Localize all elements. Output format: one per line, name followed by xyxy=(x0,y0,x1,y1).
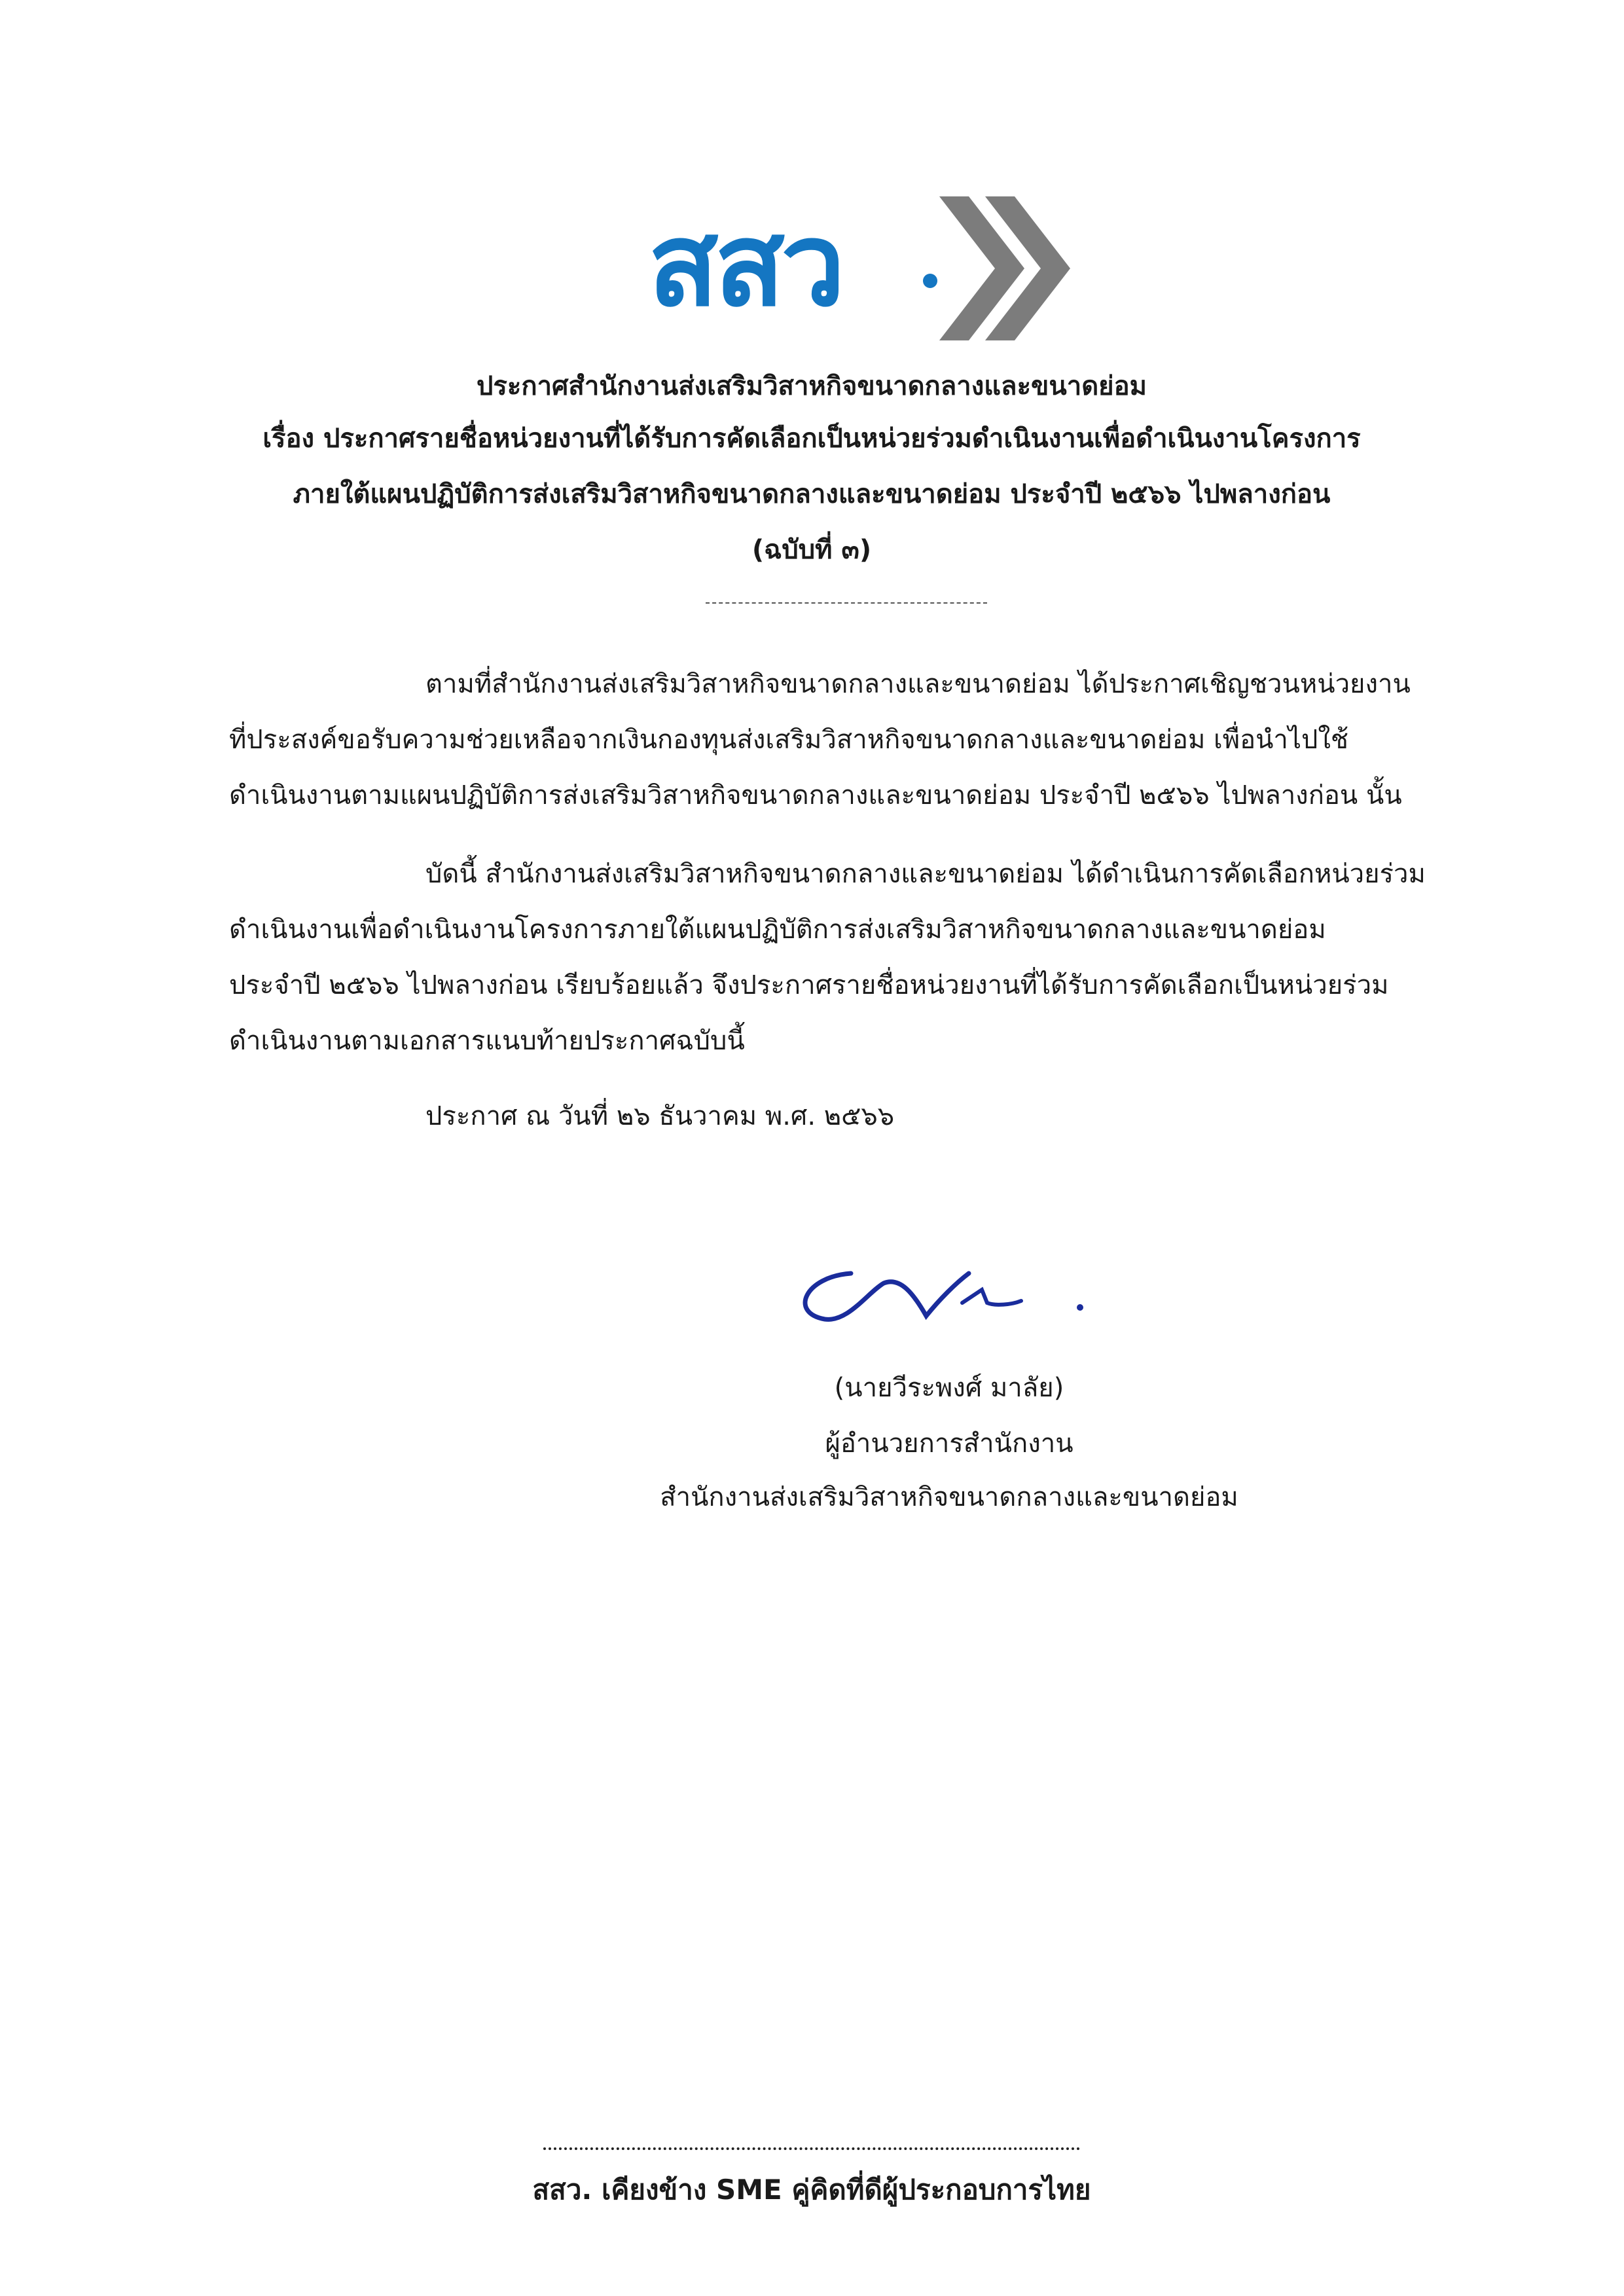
signatory-name: (นายวีระพงศ์ มาลัย) xyxy=(834,1373,1064,1403)
body-paragraph-1-line-1: ตามที่สำนักงานส่งเสริมวิสาหกิจขนาดกลางและขนาดย่อม ได้ประกาศเชิญชวนหน่วยงาน xyxy=(425,669,1411,699)
announcement-subject: เรื่อง ประกาศรายชื่อหน่วยงานที่ได้รับการคัดเลือกเป็นหน่วยร่วมดำเนินงานเพื่อดำเนินงานโครงการ xyxy=(262,424,1361,454)
footer-slogan: สสว. เคียงข้าง SME คู่คิดที่ดีผู้ประกอบการไทย xyxy=(532,2174,1091,2206)
body-paragraph-2-line-3: ประจำปี ๒๕๖๖ ไปพลางก่อน เรียบร้อยแล้ว จึงประกาศรายชื่อหน่วยงานที่ได้รับการคัดเลือกเป็นหน่วยร่วม xyxy=(229,970,1389,1000)
body-paragraph-2-line-2: ดำเนินงานเพื่อดำเนินงานโครงการภายใต้แผนปฏิบัติการส่งเสริมวิสาหกิจขนาดกลางและขนาดย่อม xyxy=(229,915,1326,945)
signatory-organization: สำนักงานส่งเสริมวิสาหกิจขนาดกลางและขนาดย่อม xyxy=(660,1482,1238,1512)
handwritten-signature xyxy=(785,1254,1113,1352)
logo-dot xyxy=(923,274,937,288)
title-divider xyxy=(706,602,987,604)
footer-dotted-rule xyxy=(543,2147,1080,2150)
announcement-date: ประกาศ ณ วันที่ ๒๖ ธันวาคม พ.ศ. ๒๕๖๖ xyxy=(425,1101,895,1131)
signatory-position: ผู้อำนวยการสำนักงาน xyxy=(825,1429,1074,1459)
logo-wordmark: สสว xyxy=(648,198,842,332)
announcement-subject-cont: ภายใต้แผนปฏิบัติการส่งเสริมวิสาหกิจขนาดกลางและขนาดย่อม ประจำปี ๒๕๖๖ ไปพลางก่อน xyxy=(293,479,1331,509)
osmep-logo xyxy=(648,190,1080,347)
body-paragraph-2-line-4: ดำเนินงานตามเอกสารแนบท้ายประกาศฉบับนี้ xyxy=(229,1026,745,1056)
body-paragraph-1-line-2: ที่ประสงค์ขอรับความช่วยเหลือจากเงินกองทุนส่งเสริมวิสาหกิจขนาดกลางและขนาดย่อม เพื่อนำไปใช้ xyxy=(229,725,1349,755)
body-paragraph-1-line-3: ดำเนินงานตามแผนปฏิบัติการส่งเสริมวิสาหกิจขนาดกลางและขนาดย่อม ประจำปี ๒๕๖๖ ไปพลางก่อน นั้น xyxy=(229,780,1402,811)
announcement-edition: (ฉบับที่ ๓) xyxy=(751,535,872,565)
body-paragraph-2-line-1: บัดนี้ สำนักงานส่งเสริมวิสาหกิจขนาดกลางและขนาดย่อม ได้ดำเนินการคัดเลือกหน่วยร่วม xyxy=(425,859,1426,889)
announcement-title: ประกาศสำนักงานส่งเสริมวิสาหกิจขนาดกลางและขนาดย่อม xyxy=(476,371,1147,401)
double-chevron-icon xyxy=(939,196,1077,340)
